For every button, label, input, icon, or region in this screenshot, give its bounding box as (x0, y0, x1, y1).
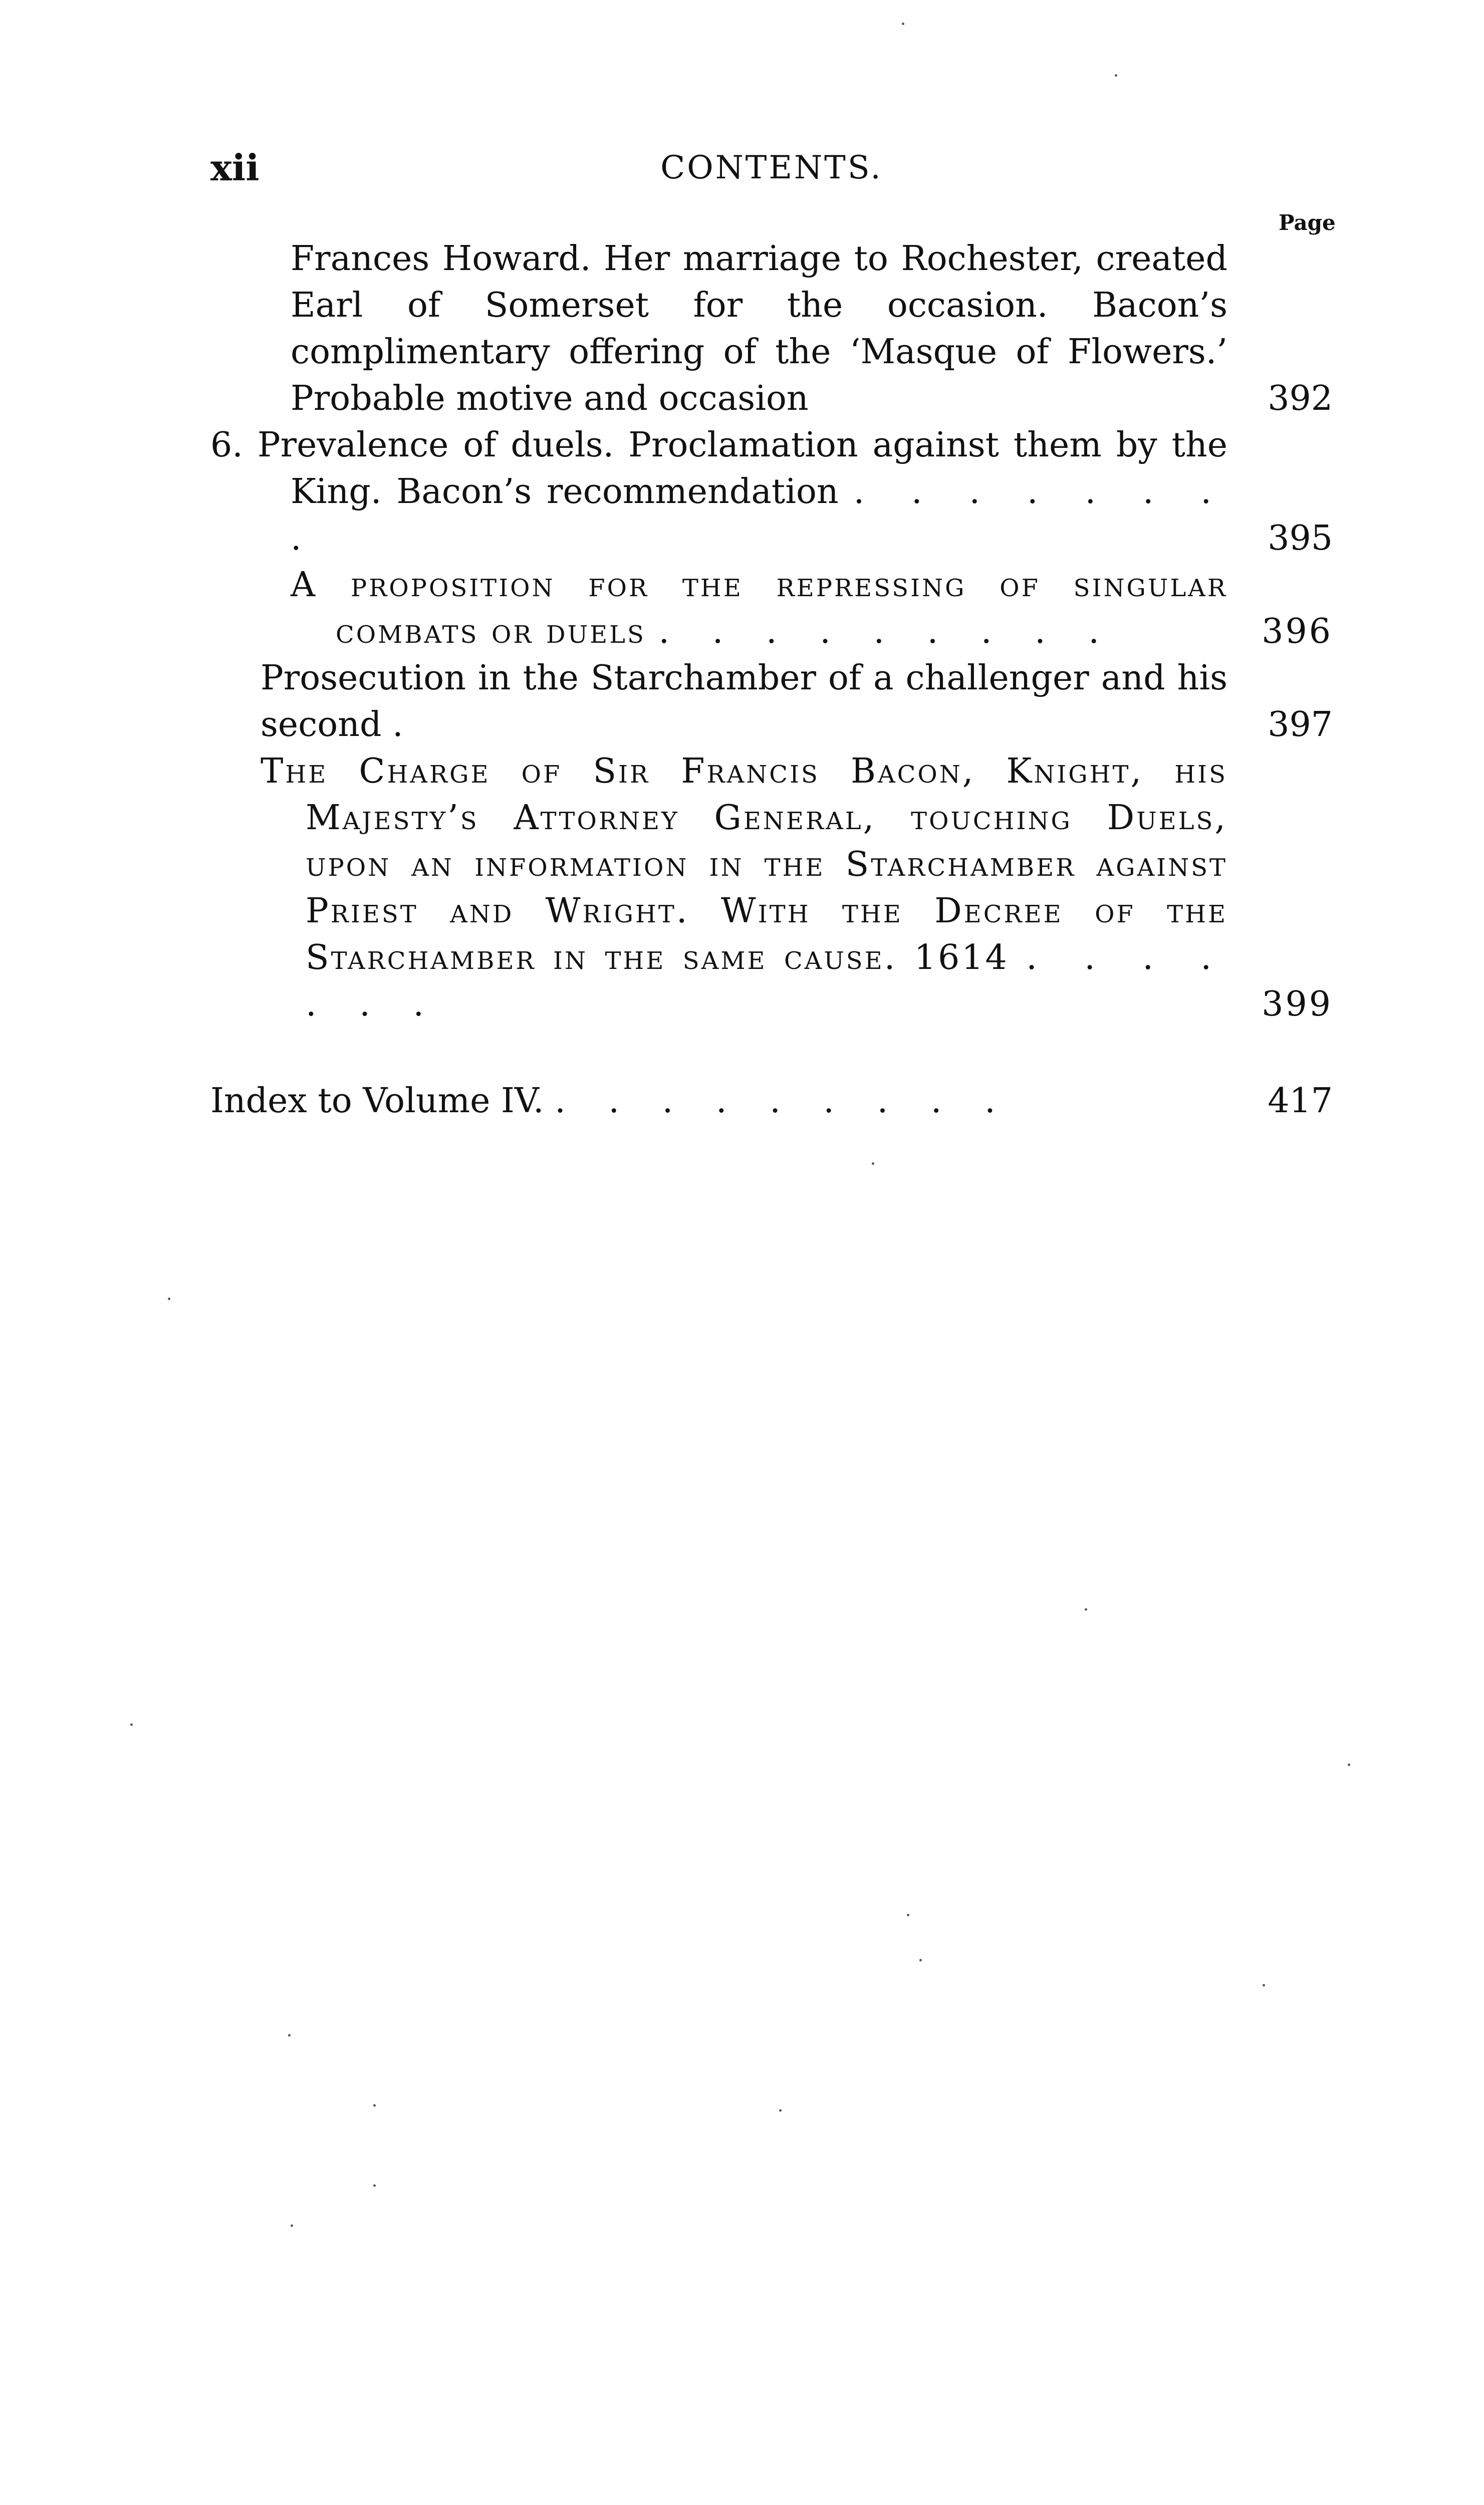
contents-entry (210, 422, 1333, 562)
entry-page-number: 392 (1268, 379, 1333, 418)
contents-entry (210, 655, 1333, 748)
dot-leader: . . . . . . . . . (658, 612, 1115, 651)
entry-page-number: 397 (1268, 705, 1333, 744)
paper-speck (919, 1959, 922, 1961)
paper-speck (1115, 74, 1117, 77)
entry-page-number: 399 (1262, 984, 1333, 1024)
entry-text: 6. Prevalence of duels. Proclamation against them by the King. Bacon’s recommendation (210, 425, 1227, 512)
dot-leader: . . . . . . . . (291, 472, 1227, 558)
contents-entry (210, 235, 1333, 422)
entry-text: Frances Howard. Her marriage to Rochester, created Earl of Somerset for the occasion. Bacon’s complimentary offering of the ‘Masque of Flowers.’ Probable motive and occasion (291, 239, 1227, 418)
paper-speck (902, 23, 904, 25)
paper-speck (288, 2034, 291, 2037)
running-head-title: CONTENTS. (660, 149, 883, 186)
contents-entry (210, 748, 1333, 1028)
paper-speck (373, 2104, 376, 2107)
paper-speck (907, 1914, 909, 1916)
entry-text: Index to Volume IV. (210, 1081, 544, 1121)
entry-page-number: 395 (1268, 519, 1333, 558)
contents-entry (210, 1078, 1333, 1124)
page-column-label: Page (1279, 210, 1336, 235)
dot-leader: . . . . . . . (306, 938, 1227, 1024)
entry-text: The Charge of Sir Francis Bacon, Knight, his Majesty’s Attorney General, touching Duels, upon an information in the Starchamber against Priest and Wright. With the Decree of the Starchamber in the same cause. 1614 (261, 752, 1227, 977)
dot-leader: . . . . . . . . . (555, 1081, 1012, 1121)
paper-speck (373, 2184, 376, 2187)
paper-speck (1348, 1764, 1350, 1766)
spacer (210, 1028, 1333, 1078)
entry-page-number: 396 (1262, 612, 1333, 651)
paper-speck (1263, 1984, 1265, 1986)
paper-speck (130, 1723, 133, 1726)
folio-page-number: xii (210, 146, 260, 189)
paper-speck (291, 2224, 293, 2227)
paper-speck (168, 1298, 170, 1300)
entry-page-number: 417 (1268, 1081, 1333, 1121)
paper-speck (872, 1162, 874, 1165)
entry-text: Prosecution in the Starchamber of a challenger and his second (261, 658, 1227, 744)
paper-speck (779, 2109, 782, 2112)
entry-text: A proposition for the repressing of singular combats or duels (291, 565, 1227, 651)
dot-leader: . (392, 705, 419, 744)
contents-entry (210, 562, 1333, 655)
contents-list (210, 235, 1333, 1124)
running-head (210, 145, 1333, 190)
paper-speck (1085, 1608, 1087, 1611)
